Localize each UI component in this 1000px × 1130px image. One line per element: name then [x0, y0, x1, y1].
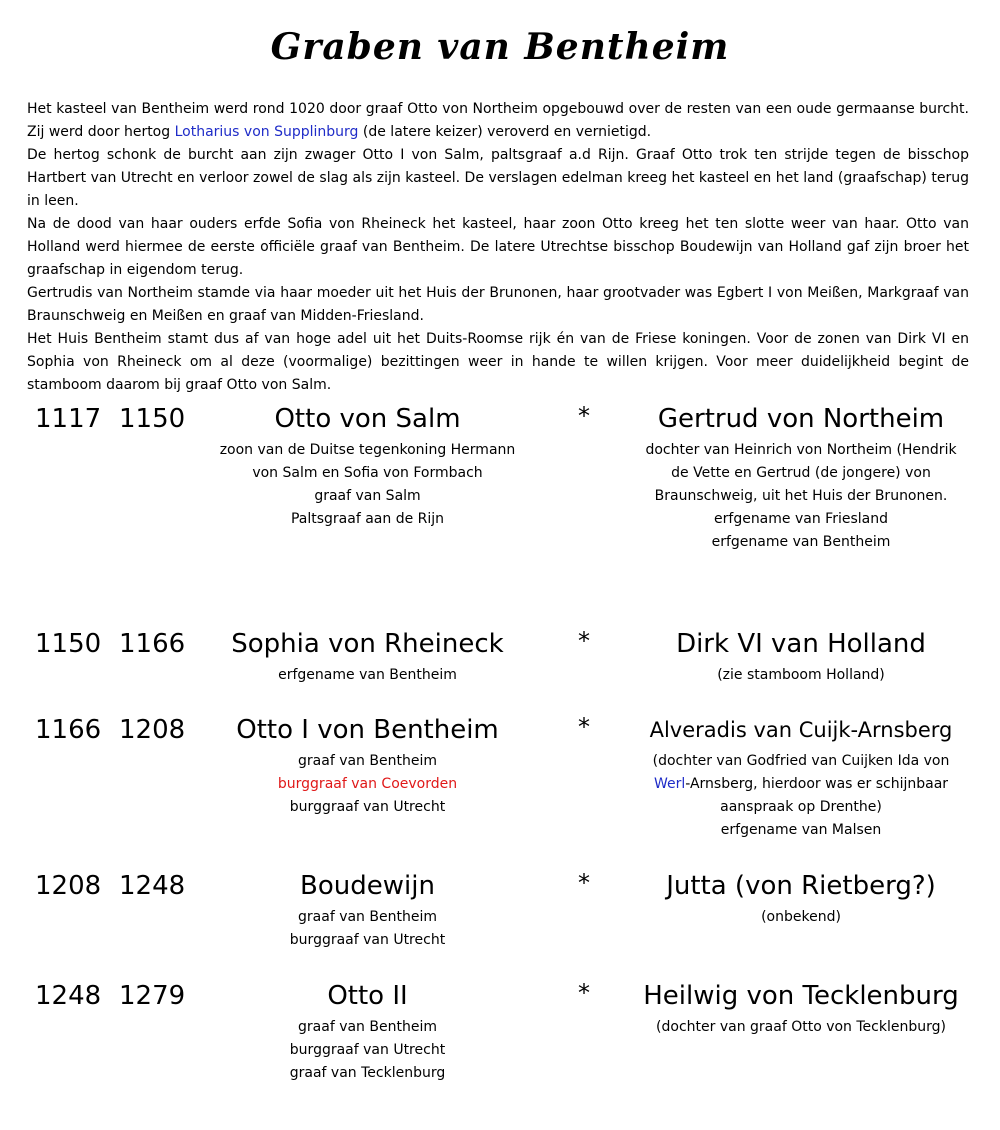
husband-detail: Paltsgraaf aan de Rijn: [290, 511, 445, 527]
husband-detail: von Salm en Sofia von Formbach: [252, 465, 483, 481]
husband-block: [195, 981, 540, 1085]
year-end: 1279: [119, 981, 186, 1011]
wife-detail: (dochter van Godfried van Cuijken Ida von: [652, 753, 950, 769]
husband-detail: graaf van Bentheim: [298, 753, 437, 769]
marriage-asterisk: *: [578, 869, 590, 897]
wife-detail: erfgename van Malsen: [720, 822, 882, 838]
marriage-asterisk: *: [578, 713, 590, 741]
year-end: 1208: [119, 715, 186, 745]
page-title: Graben van Bentheim: [270, 26, 730, 68]
wife-name: Sophia von Rheineck: [231, 629, 504, 659]
year-start: 1150: [35, 629, 102, 659]
year-end: 1150: [119, 404, 186, 434]
werl-link[interactable]: Werl: [653, 776, 686, 792]
wife-name: Jutta (von Rietberg?): [666, 871, 936, 901]
wife-detail: dochter van Heinrich von Northeim (Hendrik: [645, 442, 957, 458]
husband-block: [195, 629, 540, 687]
wife-detail: (dochter van graaf Otto von Tecklenburg): [656, 1019, 946, 1035]
wife-block: [615, 871, 987, 929]
wife-block: [615, 715, 987, 842]
marriage-asterisk: *: [578, 627, 590, 655]
wife-detail: Braunschweig, uit het Huis der Brunonen.: [654, 488, 948, 504]
intro-paragraph-1: Het kasteel van Bentheim werd rond 1020 door graaf Otto von Northeim opgebouwd over de resten van een oude germaanse burcht. Zij werd door hertog Lotharius von Supplinburg (de latere keizer) veroverd en vernietigd.: [27, 101, 969, 140]
wife-detail: erfgename van Friesland: [714, 511, 888, 527]
marriage-asterisk: *: [578, 979, 590, 1007]
intro-paragraph-3: Na de dood van haar ouders erfde Sofia von Rheineck het kasteel, haar zoon Otto kreeg het ten slotte weer van haar. Otto van Holland werd hiermee de eerste officiële graaf van Bentheim. De latere Utrechtse bisschop Boudewijn van Holland gaf zijn broer het graafschap in eigendom terug.: [27, 216, 969, 278]
wife-name: Heilwig von Tecklenburg: [643, 981, 959, 1011]
husband-detail: burggraaf van Utrecht: [289, 1042, 446, 1058]
husband-block: [195, 871, 540, 952]
intro-paragraph-5: Het Huis Bentheim stamt dus af van hoge adel uit het Duits-Roomse rijk én van de Friese koningen. Voor de zonen van Dirk VI en Sophia von Rheineck om al deze (voormalige) bezittingen weer in hande te willen krijgen. Voor meer duidelijkheid begint de stamboom daarom bij graaf Otto von Salm.: [27, 331, 969, 393]
wife-detail: (onbekend): [761, 909, 841, 925]
wife-block: [615, 981, 987, 1039]
year-start: 1117: [35, 404, 102, 434]
husband-detail: (zie stamboom Holland): [717, 667, 885, 683]
wife-detail: erfgename van Bentheim: [278, 667, 457, 683]
wife-detail: Werl-Arnsberg, hierdoor was er schijnbaar: [653, 776, 949, 792]
year-end: 1248: [119, 871, 186, 901]
husband-block: [195, 404, 540, 531]
husband-detail: graaf van Bentheim: [298, 1019, 437, 1035]
husband-name: Otto II: [327, 981, 408, 1011]
wife-block: [615, 629, 987, 687]
wife-name: Alveradis van Cuijk-Arnsberg: [649, 718, 953, 742]
wife-detail: de Vette en Gertrud (de jongere) von: [671, 465, 931, 481]
husband-block: [195, 715, 540, 819]
year-start: 1208: [35, 871, 102, 901]
year-start: 1248: [35, 981, 102, 1011]
husband-detail: burggraaf van Utrecht: [289, 799, 446, 815]
year-start: 1166: [35, 715, 102, 745]
husband-detail: zoon van de Duitse tegenkoning Hermann: [219, 442, 516, 458]
intro-text: [27, 98, 969, 397]
husband-name: Boudewijn: [300, 871, 435, 901]
husband-detail: graaf van Salm: [314, 488, 421, 504]
wife-detail: erfgename van Bentheim: [711, 534, 891, 550]
wife-block: [615, 404, 987, 554]
intro-paragraph-4: Gertrudis van Northeim stamde via haar moeder uit het Huis der Brunonen, haar grootvader was Egbert I von Meißen, Markgraaf van Braunschweig en Meißen en graaf van Midden-Friesland.: [27, 285, 969, 324]
marriage-asterisk: *: [578, 402, 590, 430]
husband-detail: graaf van Tecklenburg: [289, 1065, 446, 1081]
intro-paragraph-2: De hertog schonk de burcht aan zijn zwager Otto I von Salm, paltsgraaf a.d Rijn. Graaf Otto trok ten strijde tegen de bisschop Hartbert van Utrecht en verloor zowel de slag als zijn kasteel. De verslagen edelman kreeg het kasteel en het land (graafschap) terug in leen.: [27, 147, 969, 209]
husband-name: Dirk VI van Holland: [676, 629, 926, 659]
wife-detail: aanspraak op Drenthe): [720, 799, 882, 815]
lotharius-link[interactable]: Lotharius von Supplinburg: [174, 124, 359, 140]
husband-name: Otto I von Bentheim: [236, 715, 499, 745]
wife-name: Gertrud von Northeim: [657, 404, 945, 434]
husband-detail: graaf van Bentheim: [298, 909, 437, 925]
husband-detail: burggraaf van Utrecht: [289, 932, 446, 948]
year-end: 1166: [119, 629, 186, 659]
husband-detail-highlight: burggraaf van Coevorden: [277, 776, 458, 792]
husband-name: Otto von Salm: [274, 404, 461, 434]
